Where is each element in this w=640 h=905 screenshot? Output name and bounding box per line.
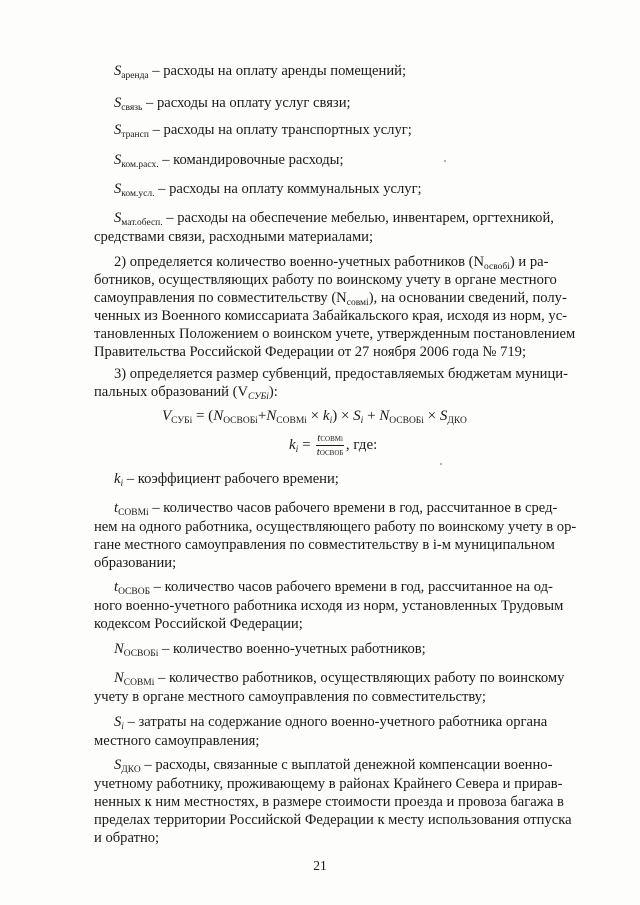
def-sdko-line4: пределах территории Российской Федерации к месту использования отпуска bbox=[94, 812, 572, 828]
def-mat-obesp-cont: средствами связи, расходными материалами; bbox=[94, 229, 374, 245]
def-sdko-line2: учетному работнику, проживающему в районах Крайнего Севера и прирав- bbox=[94, 776, 563, 792]
def-si: $S_i$ – затраты на содержание одного военно-учетного работника органа bbox=[114, 714, 548, 732]
def-tosvob-line2: ного военно-учетного работника исходя из норм, установленных Трудовым bbox=[94, 598, 564, 614]
def-kom-usl: $S_{ком.усл.}$ – расходы на оплату коммунальных услуг; bbox=[114, 181, 422, 199]
para2-line1: 2) определяется количество военно-учетных работников $(N_{освобi})$ и ра- bbox=[114, 254, 549, 272]
def-mat-obesp: $S_{мат.обесп.}$ – расходы на обеспечение мебелью, инвентарем, оргтехникой, bbox=[114, 210, 554, 228]
para2-line6: Правительства Российской Федерации от 27 ноября 2006 года № 719; bbox=[94, 344, 527, 360]
def-kom-rash: $S_{ком.расх.}$ – командировочные расходы; bbox=[114, 152, 344, 170]
def-tsovm: $t_{СОВМi}$ – количество часов рабочего времени в год, рассчитанное в сред- bbox=[114, 500, 558, 518]
def-nosvob: $N_{ОСВОБi}$ – количество военно-учетных работников; bbox=[114, 641, 426, 659]
para2-line2: ботников, осуществляющих работу по воинскому учету в органе местного bbox=[94, 272, 557, 288]
def-nsovm-line2: учету в органе местного самоуправления по совместительству; bbox=[94, 689, 486, 705]
formula-subvention: $V_{СУБi} = (N_{ОСВОБi}+N_{СОВМi} \times k_i) \times S_i + N_{ОСВОБi} \times S_{ДКО}$ bbox=[162, 408, 467, 426]
para2-line5: тановленных Положением о воинском учете, утвержденным постановлением bbox=[94, 326, 576, 342]
def-tsovm-line3: гане местного самоуправления по совместительству в i-м муниципальном bbox=[94, 537, 555, 553]
def-tsovm-line4: образовании; bbox=[94, 555, 177, 571]
para3-line2: пальных образований $(V_{СУБi})$: bbox=[94, 384, 278, 402]
para2-line4: ченных из Военного комиссариата Забайкальского края, исходя из норм, ус- bbox=[94, 308, 568, 324]
def-k: $k_i$ – коэффициент рабочего времени; bbox=[114, 471, 339, 489]
para3-line1: 3) определяется размер субвенций, предоставляемых бюджетам муници- bbox=[114, 366, 568, 382]
def-sdko: $S_{ДКО}$ – расходы, связанные с выплатой денежной компенсации военно- bbox=[114, 757, 553, 775]
def-svyaz: $S_{связь}$ – расходы на оплату услуг связи; bbox=[114, 95, 351, 113]
scan-speck bbox=[440, 463, 442, 465]
def-tosvob-line3: кодексом Российской Федерации; bbox=[94, 616, 303, 632]
def-sdko-line3: ненных к ним местностях, в размере стоимости проезда и провоза багажа в bbox=[94, 794, 564, 810]
def-sdko-line5: и обратно; bbox=[94, 830, 160, 846]
formula-coefficient: $k_i$ = $\frac{\text{tСОВМi}}{\text{tОСВОБ}}$ , где: bbox=[289, 432, 378, 458]
fraction: $\frac{\text{tСОВМi}}{\text{tОСВОБ}}$ bbox=[316, 432, 344, 458]
def-nsovm: $N_{СОВМi}$ – количество работников, осуществляющих работу по воинскому bbox=[114, 670, 565, 688]
page-number: 21 bbox=[313, 858, 327, 873]
para2-line3: самоуправления по совместительству $(N_{совмi})$, на основании сведений, полу- bbox=[94, 290, 567, 308]
def-tosvob: $t_{ОСВОБ}$ – количество часов рабочего времени в год, рассчитанное на од- bbox=[114, 579, 553, 597]
scan-speck bbox=[444, 160, 446, 162]
def-arenda: $S_{аренда}$ – расходы на оплату аренды помещений; bbox=[114, 63, 407, 81]
def-si-line2: местного самоуправления; bbox=[94, 733, 260, 749]
def-tsovm-line2: нем на одного работника, осуществляющего работу по воинскому учету в ор- bbox=[94, 519, 577, 535]
def-transp: $S_{трансп}$ – расходы на оплату транспортных услуг; bbox=[114, 122, 412, 140]
